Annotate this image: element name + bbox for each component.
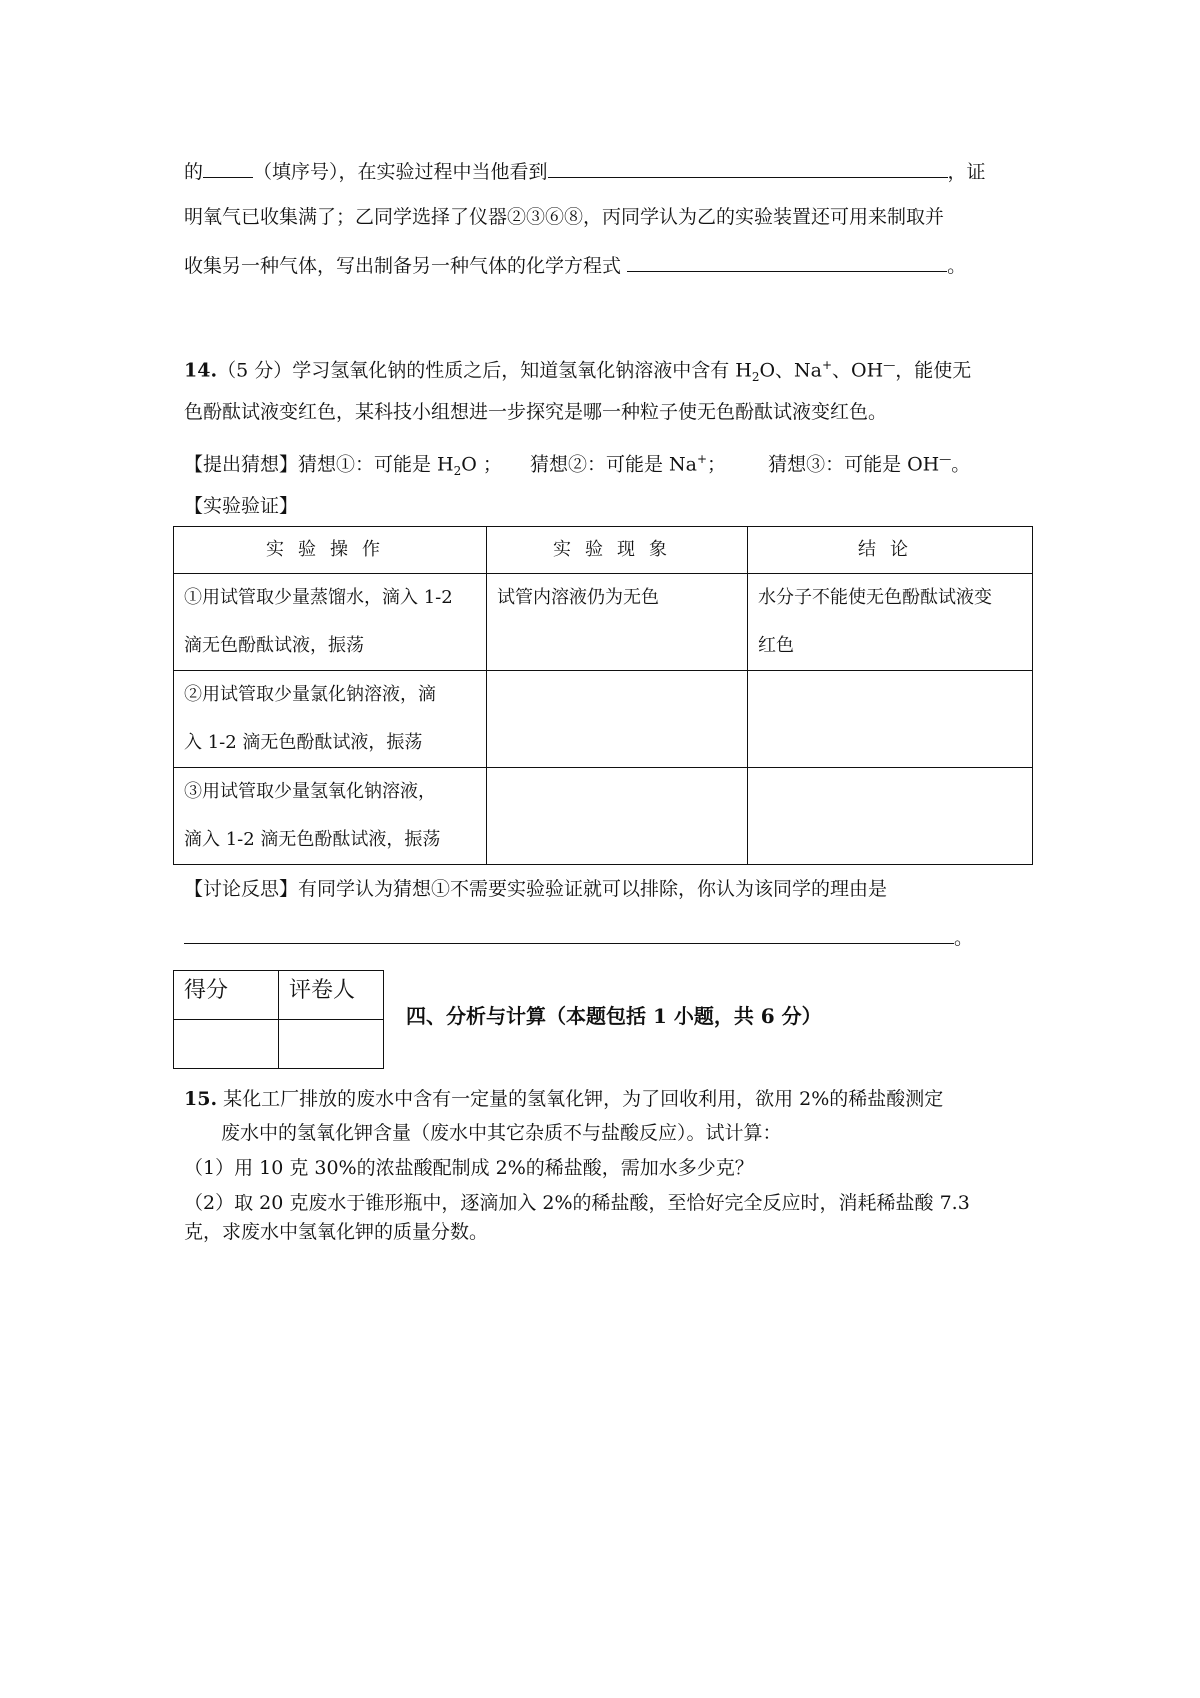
grader-cell[interactable]: [279, 1020, 384, 1069]
q15-line-2: 废水中的氢氧化钾含量（废水中其它杂质不与盐酸反应）。试计算：: [221, 1122, 782, 1144]
q13-line-3: 收集另一种气体，写出制备另一种气体的化学方程式 。: [184, 251, 966, 279]
conclusion-cell[interactable]: [748, 768, 1033, 865]
table-row: [174, 671, 1033, 768]
q15-line-1: 15. 某化工厂排放的废水中含有一定量的氢氧化钾，为了回收利用，欲用 2%的稀盐酸测定: [184, 1088, 944, 1110]
answer-blank[interactable]: [184, 923, 954, 944]
table-row: [174, 574, 1033, 671]
q13-line-2: 明氧气已收集满了；乙同学选择了仪器②③⑥⑧，丙同学认为乙的实验装置还可用来制取并: [184, 206, 945, 228]
answer-blank[interactable]: [548, 157, 948, 178]
verify-label: 【实验验证】: [184, 495, 299, 517]
q14-intro-line-2: 色酚酞试液变红色，某科技小组想进一步探究是哪一种粒子使无色酚酞试液变红色。: [184, 401, 888, 423]
q13-line-1: 的 （填序号），在实验过程中当他看到 ，证: [184, 157, 986, 185]
observation-cell[interactable]: [487, 768, 748, 865]
table-header-cell: 实验现象: [487, 527, 748, 574]
q15-subquestion-2-cont: 克，求废水中氢氧化钾的质量分数。: [184, 1221, 489, 1243]
score-label: 得分: [174, 971, 279, 1020]
score-cell[interactable]: [174, 1020, 279, 1069]
q15-subquestion-2: （2）取 20 克废水于锥形瓶中，逐滴加入 2%的稀盐酸，至恰好完全反应时，消耗稀盐酸 7.3: [184, 1192, 970, 1214]
experiment-table: [173, 526, 1033, 865]
operation-cell: ①用试管取少量蒸馏水，滴入 1-2 滴无色酚酞试液，振荡: [174, 574, 487, 671]
grader-label: 评卷人: [279, 971, 384, 1020]
discussion-line: 【讨论反思】有同学认为猜想①不需要实验验证就可以排除，你认为该同学的理由是: [184, 878, 888, 900]
table-row: [174, 768, 1033, 865]
answer-blank[interactable]: [627, 251, 947, 272]
conclusion-cell: 水分子不能使无色酚酞试液变 红色: [748, 574, 1033, 671]
operation-cell: ③用试管取少量氢氧化钠溶液， 滴入 1-2 滴无色酚酞试液，振荡: [174, 768, 487, 865]
table-header-row: [174, 527, 1033, 574]
q15-subquestion-1: （1）用 10 克 30%的浓盐酸配制成 2%的稀盐酸，需加水多少克？: [184, 1157, 754, 1179]
table-header-cell: 实验操作: [174, 527, 487, 574]
hypothesis-line: 【提出猜想】猜想①：可能是 $H_2O$ ； 猜想②：可能是 Na+； 猜想③：可能是 OH—。: [184, 452, 971, 479]
conclusion-cell[interactable]: [748, 671, 1033, 768]
table-header-cell: 结论: [748, 527, 1033, 574]
q14-intro-line-1: 14.（5 分）学习氢氧化钠的性质之后，知道氢氧化钠溶液中含有 $H_2O$、Na+、OH—，能使无: [184, 358, 972, 385]
discussion-answer-line: 。: [184, 923, 973, 951]
operation-cell: ②用试管取少量氯化钠溶液，滴 入 1-2 滴无色酚酞试液，振荡: [174, 671, 487, 768]
observation-cell: 试管内溶液仍为无色: [487, 574, 748, 671]
observation-cell[interactable]: [487, 671, 748, 768]
score-box: [173, 970, 384, 1069]
section-title: 四、分析与计算（本题包括 1 小题，共 6 分）: [406, 1004, 822, 1028]
answer-blank[interactable]: [203, 157, 253, 178]
